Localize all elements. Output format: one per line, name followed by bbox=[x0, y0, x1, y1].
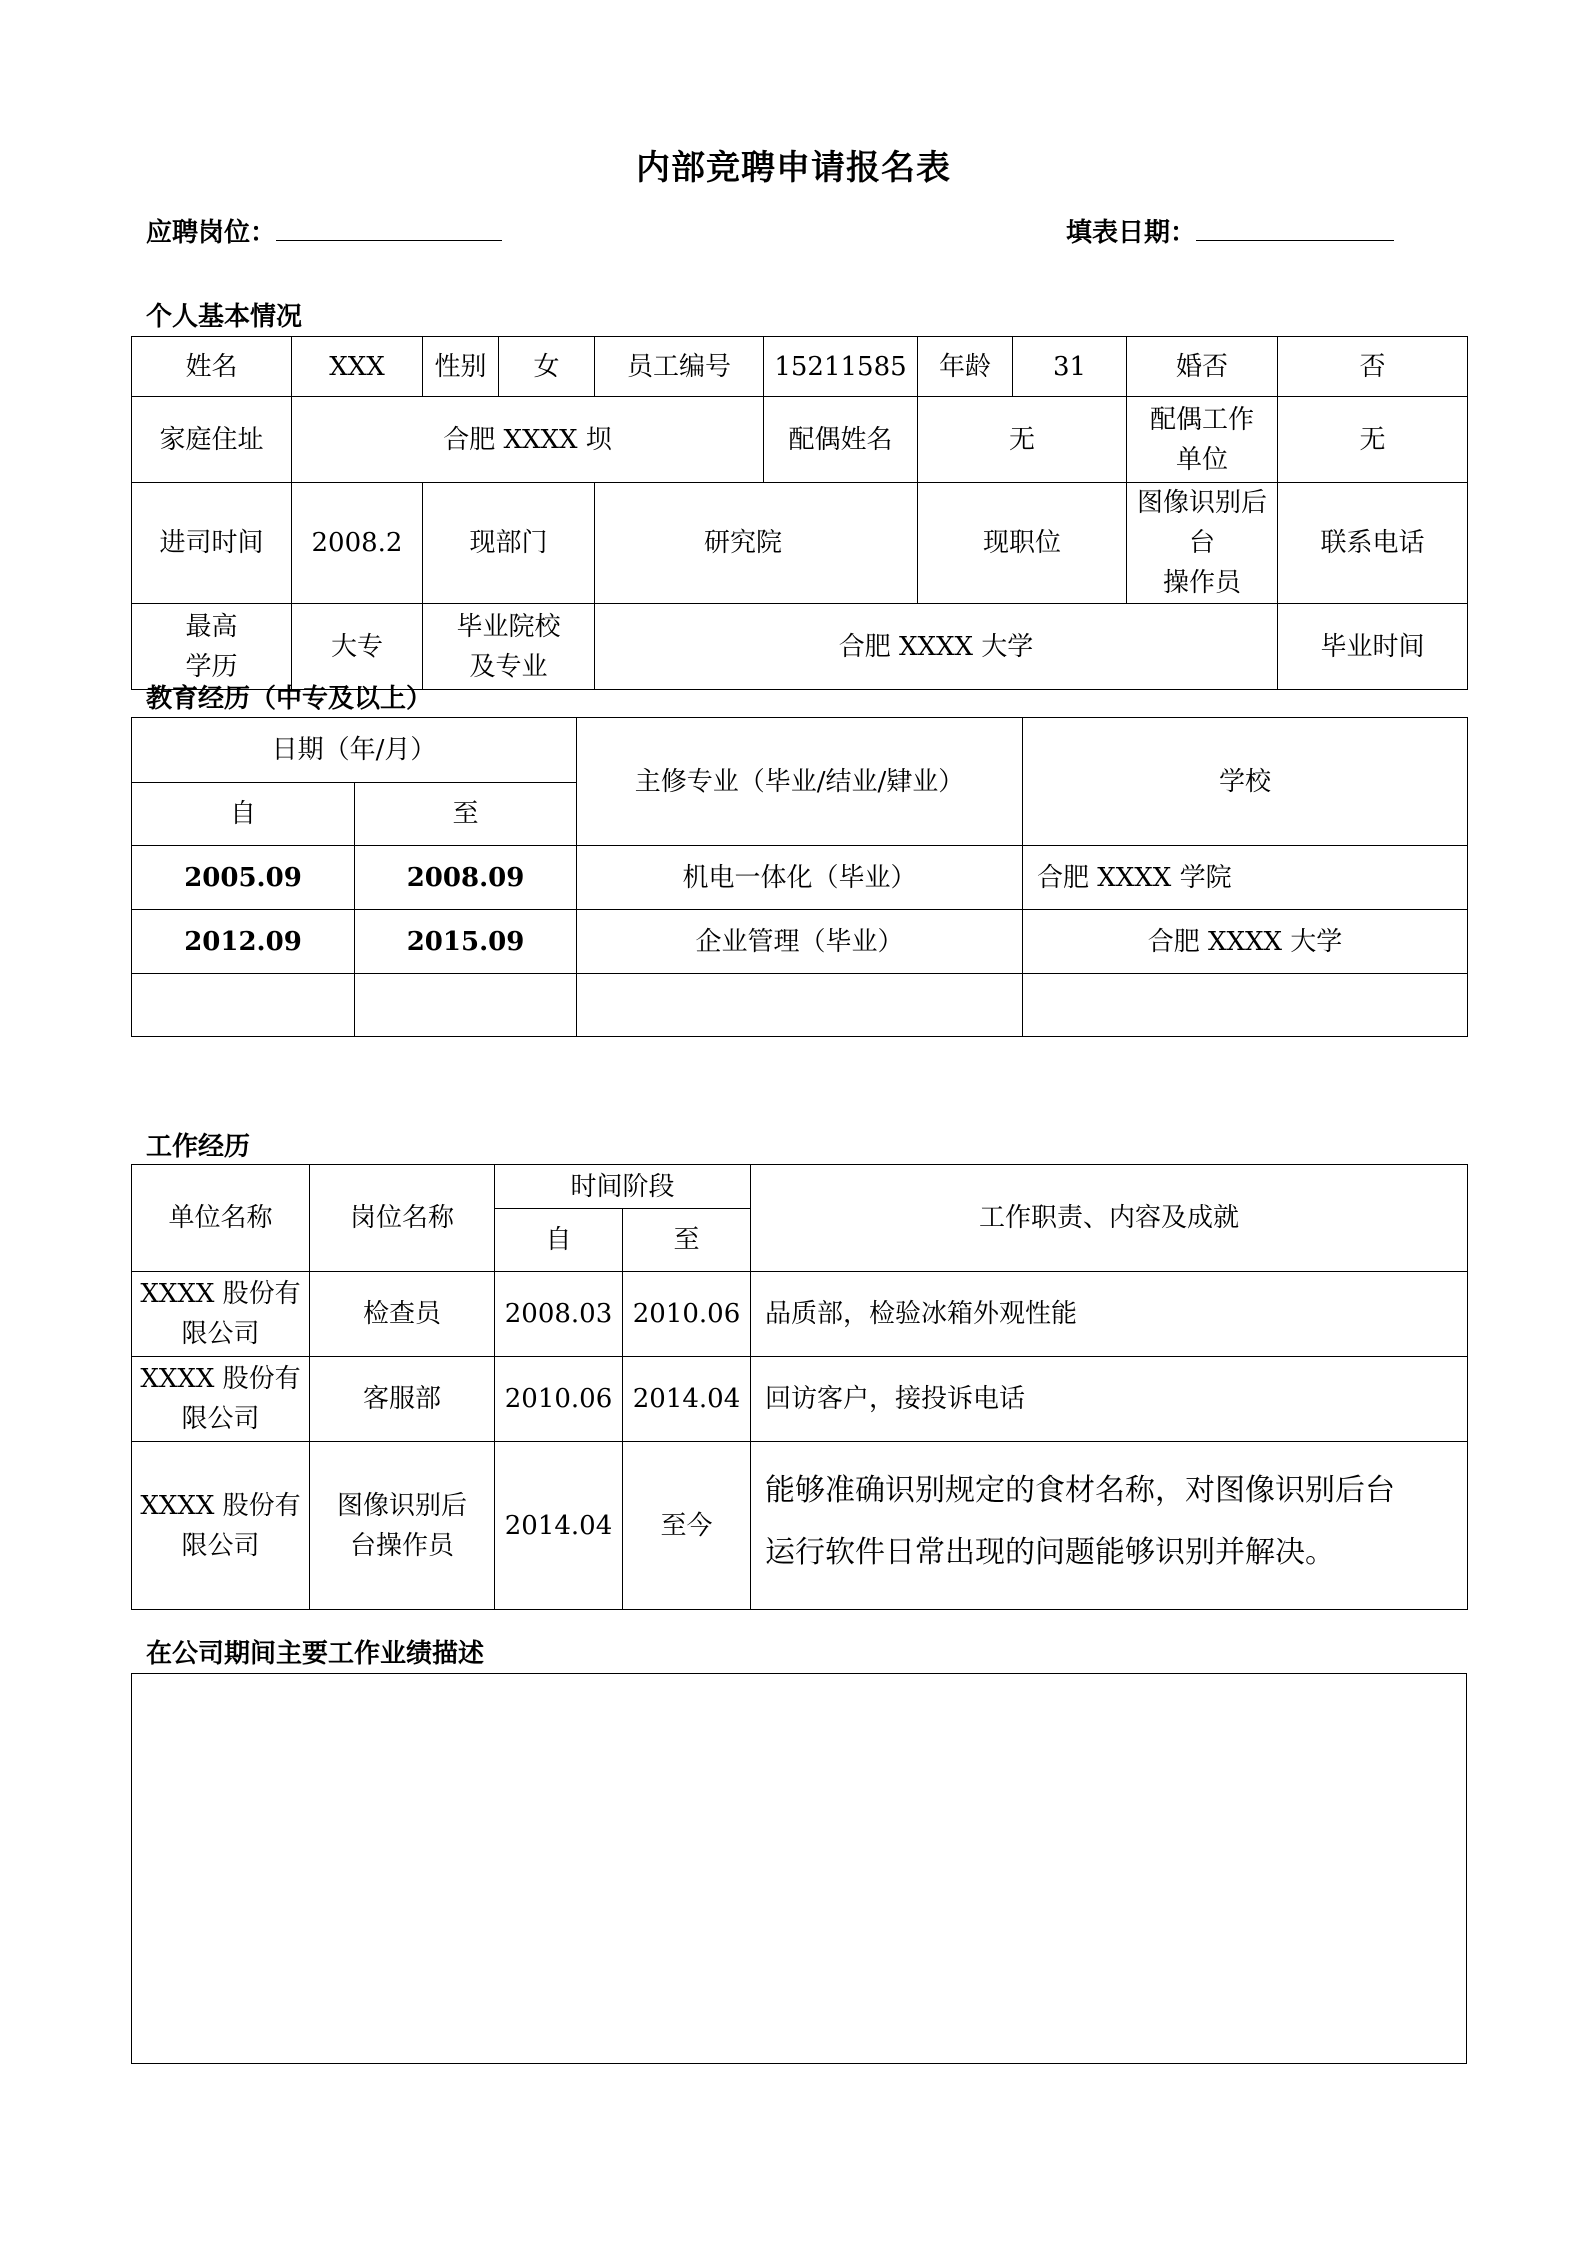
work-section-title: 工作经历 bbox=[146, 1132, 251, 1162]
work-from: 2008.03 bbox=[495, 1272, 623, 1357]
edu-date-header: 日期（年/月） bbox=[132, 718, 577, 783]
work-from: 2014.04 bbox=[495, 1442, 623, 1610]
edu-from: 2012.09 bbox=[132, 910, 355, 974]
basic-section-title: 个人基本情况 bbox=[146, 302, 303, 332]
employee-id-label: 员工编号 bbox=[595, 337, 764, 397]
dept-label: 现部门 bbox=[423, 483, 595, 604]
education-section-title: 教育经历（中专及以上） bbox=[146, 684, 433, 714]
work-header-row-1 bbox=[132, 1165, 1468, 1209]
position-input[interactable] bbox=[276, 218, 502, 241]
work-to: 至今 bbox=[623, 1442, 751, 1610]
work-company: XXXX 股份有 限公司 bbox=[132, 1442, 310, 1610]
edu-from-header: 自 bbox=[132, 783, 355, 846]
position-field bbox=[146, 212, 502, 249]
work-to-header: 至 bbox=[623, 1209, 751, 1272]
table-row bbox=[132, 846, 1468, 910]
edu-to-header: 至 bbox=[355, 783, 577, 846]
edu-school: 合肥 XXXX 学院 bbox=[1023, 846, 1468, 910]
edu-major-header: 主修专业（毕业/结业/肄业） bbox=[577, 718, 1023, 846]
date-label: 填表日期： bbox=[1066, 218, 1197, 248]
edu-to: 2015.09 bbox=[355, 910, 577, 974]
work-duty-header: 工作职责、内容及成就 bbox=[751, 1165, 1468, 1272]
table-row bbox=[132, 910, 1468, 974]
table-row bbox=[132, 1442, 1468, 1610]
marital-value: 否 bbox=[1278, 337, 1468, 397]
age-label: 年龄 bbox=[918, 337, 1013, 397]
dept-value: 研究院 bbox=[595, 483, 918, 604]
edu-school bbox=[1023, 974, 1468, 1037]
marital-label: 婚否 bbox=[1127, 337, 1278, 397]
date-input[interactable] bbox=[1196, 218, 1394, 241]
edu-value: 大专 bbox=[292, 604, 423, 690]
achievement-textarea[interactable] bbox=[132, 1674, 1467, 2064]
work-post: 检查员 bbox=[310, 1272, 495, 1357]
age-value: 31 bbox=[1013, 337, 1127, 397]
form-title: 内部竞聘申请报名表 bbox=[636, 148, 951, 188]
post-value: 图像识别后台 操作员 bbox=[1127, 483, 1278, 604]
address-value: 合肥 XXXX 坝 bbox=[292, 397, 764, 483]
edu-from: 2005.09 bbox=[132, 846, 355, 910]
name-value: XXX bbox=[292, 337, 423, 397]
achievement-table bbox=[131, 1673, 1467, 2064]
table-row bbox=[132, 1357, 1468, 1442]
work-from: 2010.06 bbox=[495, 1357, 623, 1442]
edu-major bbox=[577, 974, 1023, 1037]
work-to: 2010.06 bbox=[623, 1272, 751, 1357]
work-duty: 回访客户，接投诉电话 bbox=[751, 1357, 1468, 1442]
school-label: 毕业院校 及专业 bbox=[423, 604, 595, 690]
work-post: 客服部 bbox=[310, 1357, 495, 1442]
grad-label: 毕业时间 bbox=[1278, 604, 1468, 690]
basic-row-2 bbox=[132, 397, 1468, 483]
basic-row-1 bbox=[132, 337, 1468, 397]
position-label: 应聘岗位： bbox=[146, 218, 277, 248]
work-from-header: 自 bbox=[495, 1209, 623, 1272]
work-post: 图像识别后 台操作员 bbox=[310, 1442, 495, 1610]
spouse-work-label: 配偶工作 单位 bbox=[1127, 397, 1278, 483]
post-label: 现职位 bbox=[918, 483, 1127, 604]
edu-school: 合肥 XXXX 大学 bbox=[1023, 910, 1468, 974]
work-company-header: 单位名称 bbox=[132, 1165, 310, 1272]
gender-label: 性别 bbox=[423, 337, 499, 397]
work-company: XXXX 股份有 限公司 bbox=[132, 1357, 310, 1442]
spouse-name-value: 无 bbox=[918, 397, 1127, 483]
work-to: 2014.04 bbox=[623, 1357, 751, 1442]
date-field bbox=[1066, 212, 1394, 249]
work-post-header: 岗位名称 bbox=[310, 1165, 495, 1272]
achievement-section-title: 在公司期间主要工作业绩描述 bbox=[146, 1639, 485, 1669]
employee-id-value: 15211585 bbox=[764, 337, 918, 397]
work-company: XXXX 股份有 限公司 bbox=[132, 1272, 310, 1357]
basic-row-4 bbox=[132, 604, 1468, 690]
spouse-work-value: 无 bbox=[1278, 397, 1468, 483]
edu-to bbox=[355, 974, 577, 1037]
work-period-header: 时间阶段 bbox=[495, 1165, 751, 1209]
join-label: 进司时间 bbox=[132, 483, 292, 604]
name-label: 姓名 bbox=[132, 337, 292, 397]
edu-school-header: 学校 bbox=[1023, 718, 1468, 846]
table-row bbox=[132, 974, 1468, 1037]
phone-label: 联系电话 bbox=[1278, 483, 1468, 604]
edu-to: 2008.09 bbox=[355, 846, 577, 910]
basic-row-3 bbox=[132, 483, 1468, 604]
spouse-name-label: 配偶姓名 bbox=[764, 397, 918, 483]
edu-from bbox=[132, 974, 355, 1037]
education-header-row-1 bbox=[132, 718, 1468, 783]
table-row bbox=[132, 1272, 1468, 1357]
work-table bbox=[131, 1164, 1468, 1610]
gender-value: 女 bbox=[499, 337, 595, 397]
edu-major: 机电一体化（毕业） bbox=[577, 846, 1023, 910]
edu-label: 最高 学历 bbox=[132, 604, 292, 690]
school-value: 合肥 XXXX 大学 bbox=[595, 604, 1278, 690]
basic-info-table bbox=[131, 336, 1468, 690]
work-duty: 品质部，检验冰箱外观性能 bbox=[751, 1272, 1468, 1357]
address-label: 家庭住址 bbox=[132, 397, 292, 483]
education-table bbox=[131, 717, 1468, 1037]
work-duty: 能够准确识别规定的食材名称，对图像识别后台 运行软件日常出现的问题能够识别并解决。 bbox=[751, 1442, 1468, 1610]
edu-major: 企业管理（毕业） bbox=[577, 910, 1023, 974]
join-value: 2008.2 bbox=[292, 483, 423, 604]
